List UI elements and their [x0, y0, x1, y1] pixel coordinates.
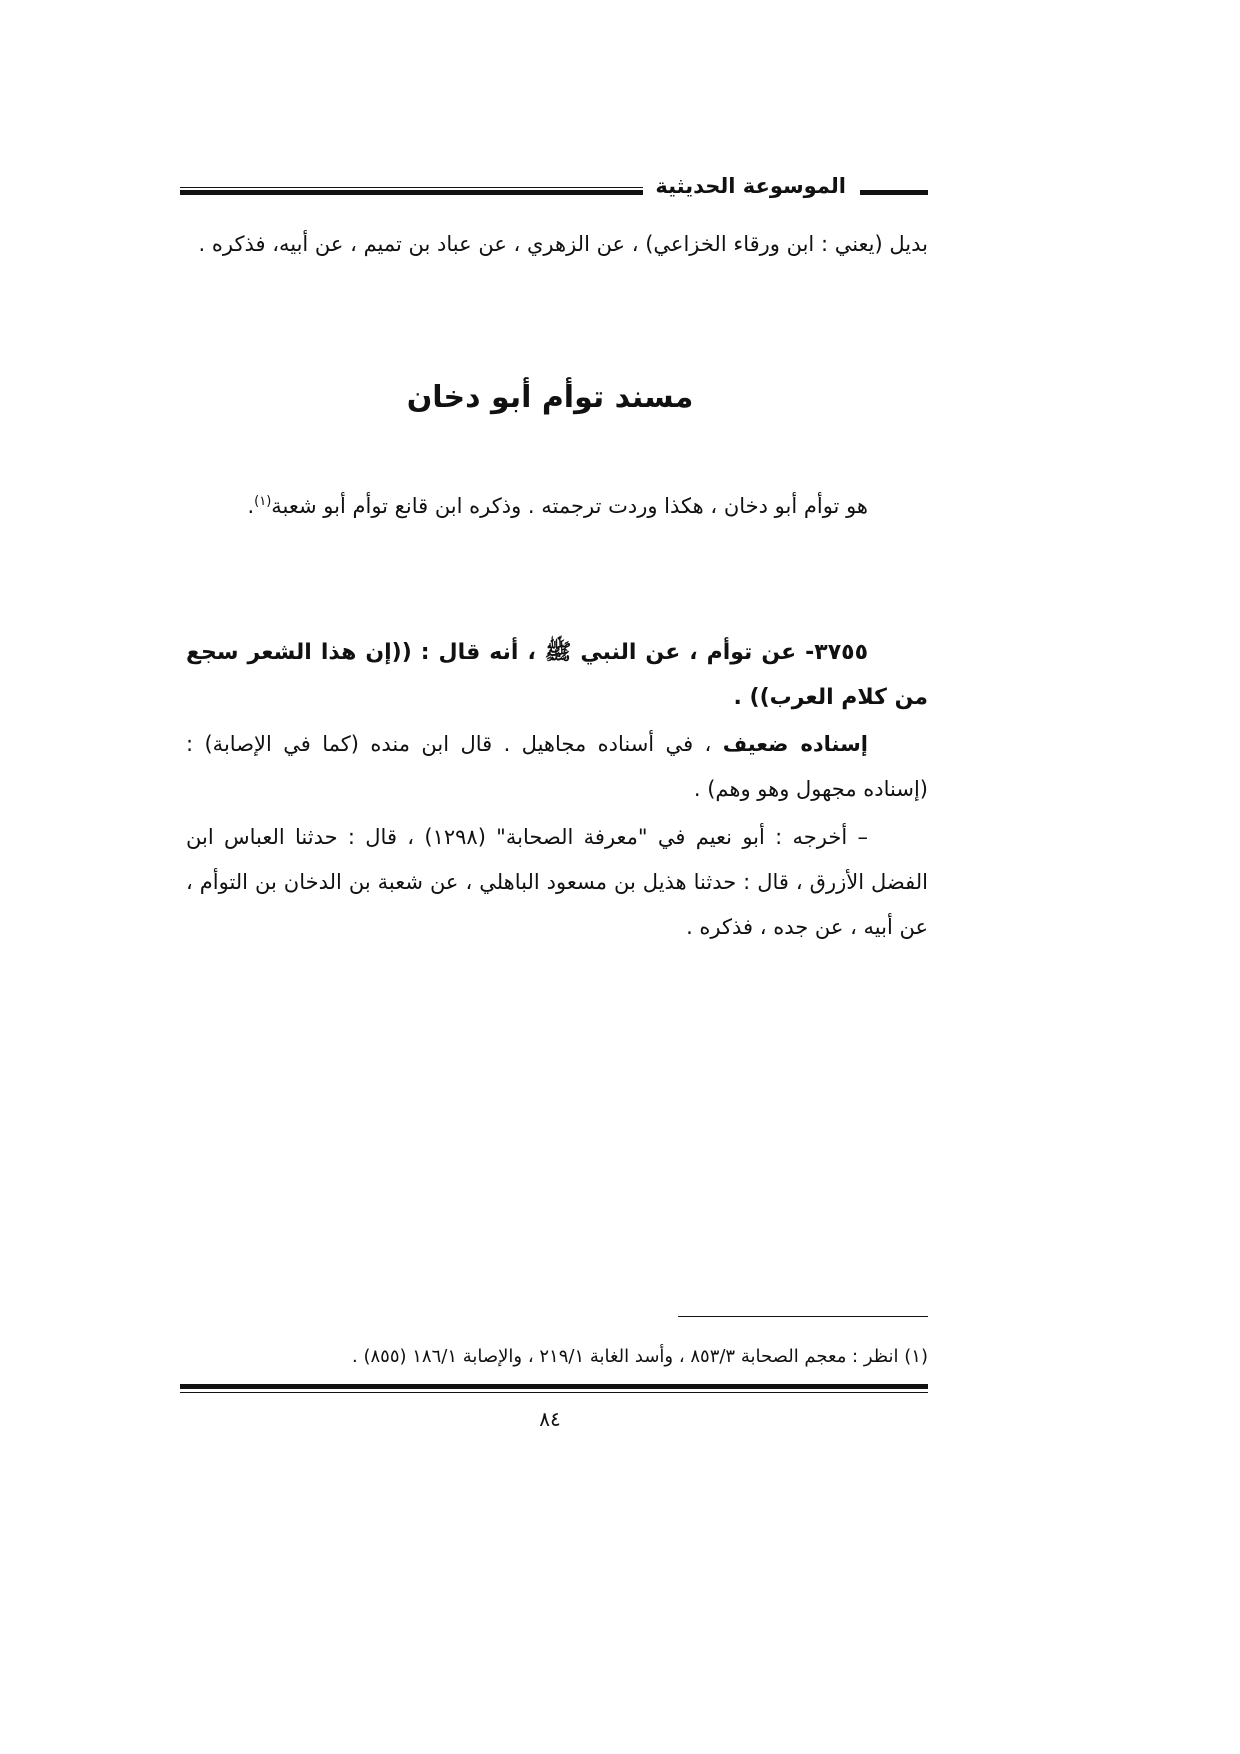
paragraph-biography	[186, 484, 928, 529]
running-header	[180, 168, 928, 208]
header-rule-right	[860, 190, 928, 195]
section-title: مسند توأم أبو دخان	[406, 380, 694, 415]
footnote-reference: (١)	[254, 494, 272, 509]
paragraph-continuation: بديل (يعني : ابن ورقاء الخزاعي) ، عن الزهري ، عن عباد بن تميم ، عن أبيه، فذكره .	[198, 232, 928, 256]
paragraph-takhrij: – أخرجه : أبو نعيم في "معرفة الصحابة" (١٢٩٨) ، قال : حدثنا العباس ابن الفضل الأزرق ، قال : حدثنا هذيل بن مسعود الباهلي ، عن شعبة بن الدخان بن التوأم ، عن أبيه ، عن جده ، فذكره .	[186, 825, 928, 939]
biography-end: .	[247, 494, 255, 518]
grading-text: ، في أسناده مجاهيل . قال ابن منده (كما في الإصابة) : (إسناده مجهول وهو وهم) .	[186, 732, 928, 801]
hadith-text: ٣٧٥٥- عن توأم ، عن النبي ﷺ ، أنه قال : ((إن هذا الشعر سجع من كلام العرب)) .	[186, 640, 928, 710]
biography-text: هو توأم أبو دخان ، هكذا وردت ترجمته . وذكره ابن قانع توأم أبو شعبة	[271, 494, 868, 518]
page-number: ٨٤	[539, 1407, 561, 1431]
footnote-separator	[678, 1316, 928, 1317]
grading-label: إسناده ضعيف	[722, 732, 868, 756]
paragraph-grading	[186, 722, 928, 812]
footer-rule	[180, 1384, 928, 1389]
header-rule-left	[180, 190, 680, 195]
footnote: (١) انظر : معجم الصحابة ٨٥٣/٣ ، وأسد الغابة ٢١٩/١ ، والإصابة ١٨٦/١ (٨٥٥) .	[352, 1346, 928, 1367]
header-title: الموسوعة الحديثية	[643, 168, 858, 204]
